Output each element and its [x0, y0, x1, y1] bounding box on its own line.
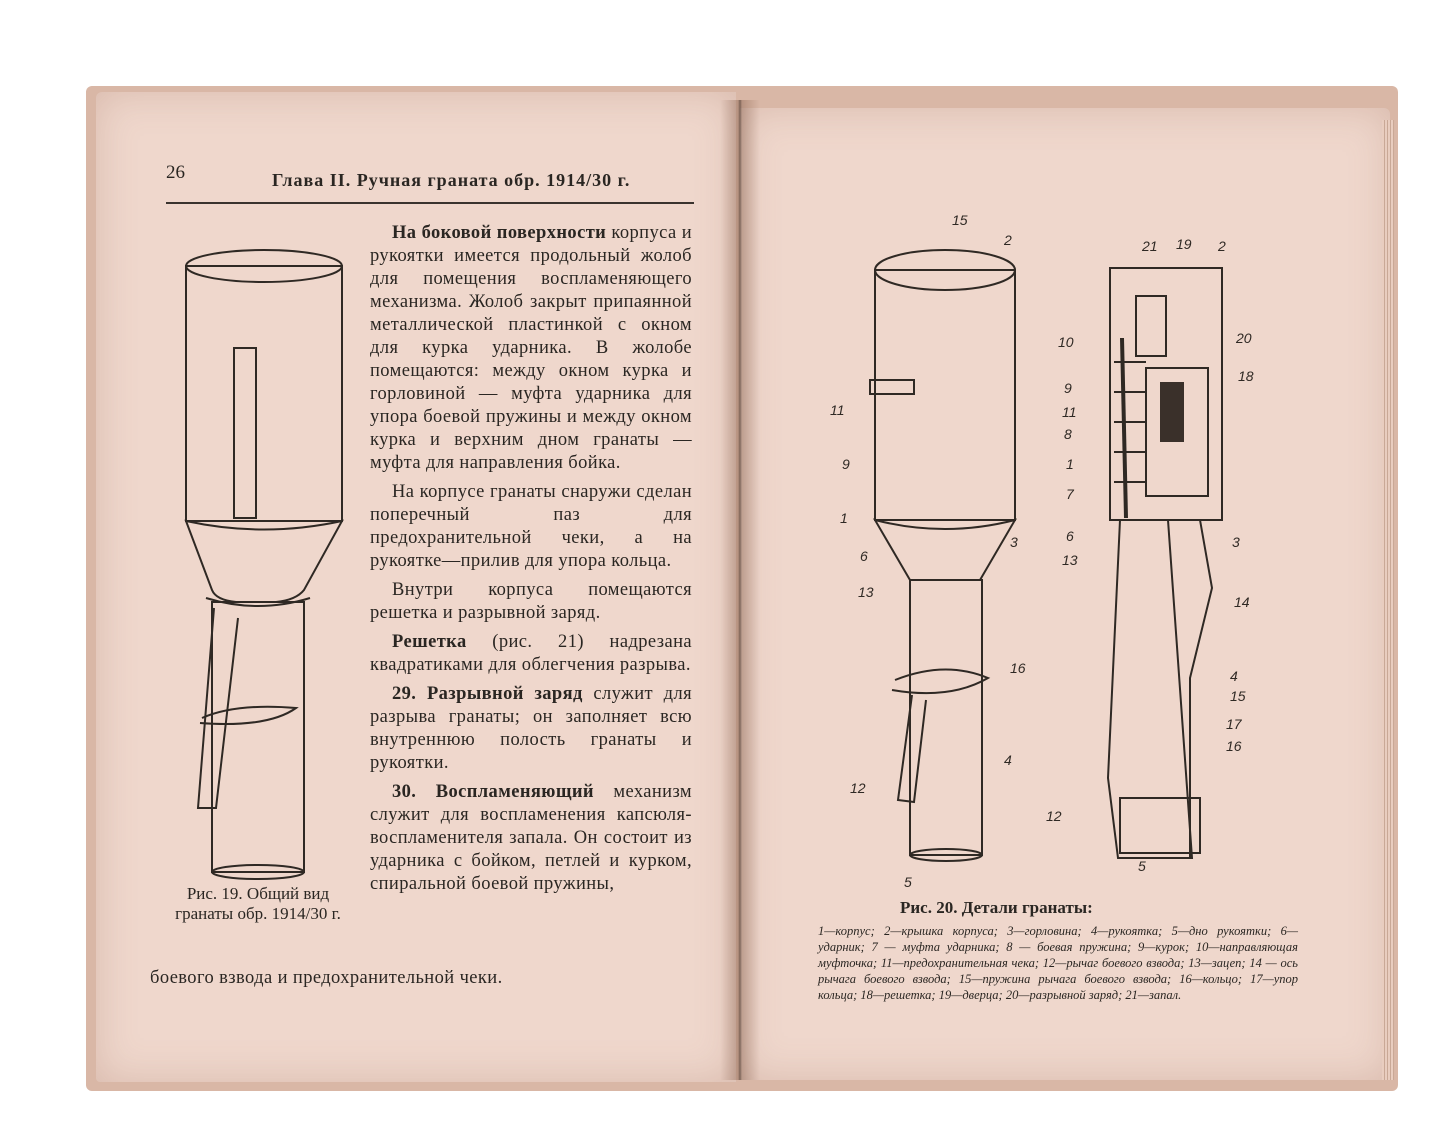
paragraph-4 [370, 631, 692, 677]
paragraph-4-lead: Решетка [392, 632, 467, 652]
callout-section-9: 9 [1064, 380, 1072, 396]
paragraph-5-lead: 29. Разрывной заряд [392, 684, 583, 704]
callout-section-8: 8 [1064, 426, 1072, 442]
callout-section-4: 4 [1230, 668, 1238, 684]
callout-section-2: 2 [1218, 238, 1226, 254]
callout-exterior-12: 12 [850, 780, 866, 796]
callout-section-15: 15 [1230, 688, 1246, 704]
body-text [370, 222, 692, 902]
callout-section-5: 5 [1138, 858, 1146, 874]
figure-20-exterior-drawing [870, 240, 1020, 870]
paragraph-5 [370, 683, 692, 775]
page-edges [1382, 120, 1394, 1080]
callout-section-1: 1 [1066, 456, 1074, 472]
callout-section-12: 12 [1046, 808, 1062, 824]
figure-20-section-drawing [1100, 258, 1230, 858]
paragraph-6 [370, 781, 692, 896]
callout-section-13: 13 [1062, 552, 1078, 568]
figure-20-legend: 1—корпус; 2—крышка корпуса; 3—горловина; 4—рукоятка; 5—дно рукоятки; 6—ударник; 7 — муфта ударника; 8 — боевая пружина; 9—курок; 10—направляющая муфточка; 11—предохранительная чека; 12—рычаг боевого взвода; 13—зацеп; 14 — ось рычага боевого взвода; 15—пружина рычага боевого взвода; 16—кольцо; 17—упор кольца; 18—решетка; 19—дверца; 20—разрывной заряд; 21—запал. [818, 924, 1298, 1002]
paragraph-3 [370, 579, 692, 625]
callout-section-11: 11 [1062, 404, 1077, 420]
paragraph-3-text: Внутри корпуса помещаются решетка и разрывной заряд. [370, 580, 692, 623]
paragraph-6-last-line: боевого взвода и предохранительной чеки. [150, 968, 503, 988]
callout-exterior-5: 5 [904, 874, 912, 890]
callout-section-16: 16 [1226, 738, 1242, 754]
running-head: Глава II. Ручная граната обр. 1914/30 г. [272, 170, 631, 190]
paragraph-1 [370, 222, 692, 475]
paragraph-4-text: (рис. 21) надрезана квадратиками для облегчения разрыва. [370, 632, 692, 675]
callout-section-19: 19 [1176, 236, 1192, 252]
callout-section-20: 20 [1236, 330, 1252, 346]
figure-19-caption: Рис. 19. Общий вид гранаты обр. 1914/30 г. [175, 884, 341, 923]
paragraph-6-text: механизм служит для воспламенения капсюля-воспламенителя запала. Он состоит из ударника с бойком, петлей и курком, спиральной боевой пружины, [370, 782, 693, 894]
paragraph-6-lead: 30. Воспламеняющий [392, 782, 594, 802]
callout-exterior-11: 11 [830, 402, 845, 418]
figure-19-grenade-drawing [176, 248, 346, 878]
paragraph-5-text: служит для разрыва гранаты; он заполняет всю внутреннюю полость гранаты и рукоятки. [370, 684, 692, 773]
callout-section-3: 3 [1232, 534, 1240, 550]
paragraph-2-text: На корпусе гранаты снаружи сделан поперечный паз для предохранительной чеки, а на рукоятке—прилив для упора кольца. [370, 482, 692, 571]
callout-exterior-3: 3 [1010, 534, 1018, 550]
paragraph-1-text: корпуса и рукоятки имеется продольный жолоб для помещения воспламеняющего механизма. Жолоб закрыт припаянной металлической пластинкой с окном для курка ударника. В жолобе помещаются: между окном курка и горловиной — муфта ударника для упора боевой пружины и между окном курка и верхним дном гранаты — муфта для направления бойка. [370, 223, 693, 473]
callout-exterior-9: 9 [842, 456, 850, 472]
callout-exterior-13: 13 [858, 584, 874, 600]
callout-exterior-15: 15 [952, 212, 968, 228]
paragraph-1-lead: На боковой поверхности [392, 223, 607, 243]
callout-exterior-6: 6 [860, 548, 868, 564]
callout-section-17: 17 [1226, 716, 1242, 732]
callout-exterior-1: 1 [840, 510, 848, 526]
callout-exterior-2: 2 [1004, 232, 1012, 248]
paragraph-2 [370, 481, 692, 573]
callout-section-6: 6 [1066, 528, 1074, 544]
callout-section-7: 7 [1066, 486, 1074, 502]
page-number: 26 [166, 162, 185, 183]
callout-section-18: 18 [1238, 368, 1254, 384]
callout-exterior-4: 4 [1004, 752, 1012, 768]
figure-20-title: Рис. 20. Детали гранаты: [900, 898, 1093, 917]
header-rule [166, 202, 694, 204]
callout-section-21: 21 [1142, 238, 1158, 254]
book-gutter [720, 100, 760, 1080]
callout-section-14: 14 [1234, 594, 1250, 610]
callout-section-10: 10 [1058, 334, 1074, 350]
callout-exterior-16: 16 [1010, 660, 1026, 676]
